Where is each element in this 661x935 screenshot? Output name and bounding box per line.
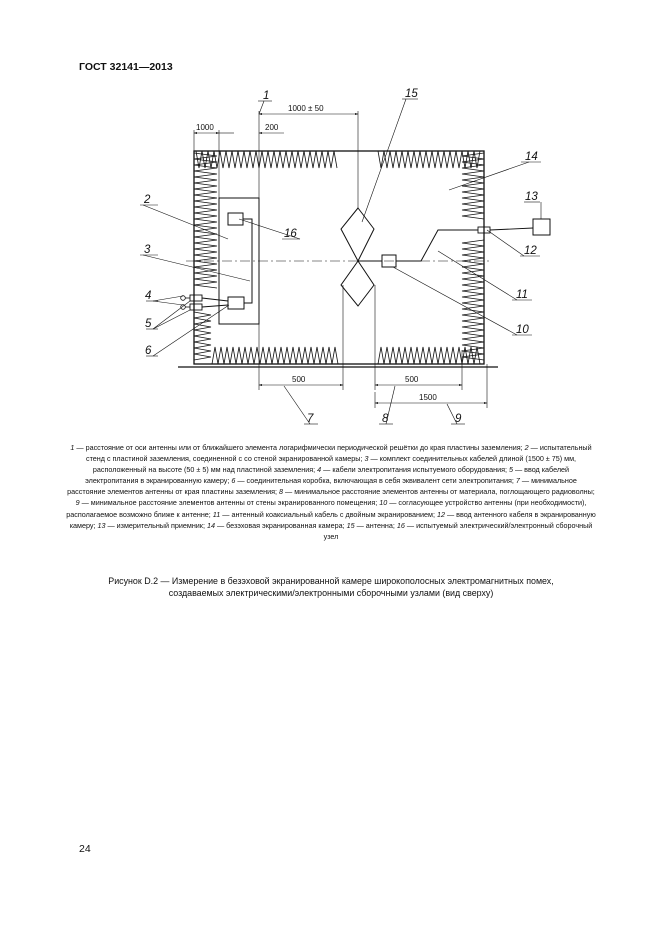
legend-item-12: 12 — ввод антенного кабеля в экранированную камеру; [69,509,596,530]
legend-item-16: 16 — испытуемый электрический/электронный сборочный узел [323,520,593,541]
figure-legend [66,442,596,542]
absorber-left [194,153,217,360]
callout-7: 7 [307,413,314,425]
coax-cable [396,230,478,261]
legend-item-8: 8 — минимальное расстояние элементов антенны от материала, поглощающего радиоволны; [279,487,595,497]
caption-line-2: создаваемых электрическими/электронными сборочными узлами (вид сверху) [168,587,494,598]
eut-box [228,213,243,225]
legend-item-10: 10 — согласующее устройство антенны (при необходимости), располагаемое возможно ближе к антенне; [66,498,587,519]
dim-1000-pm50: 1000 ± 50 [288,104,324,113]
antenna [341,208,374,306]
legend-item-9: 9 — минимальное расстояние элементов антенны от стены экранированного помещения; [75,498,380,508]
dim-500-right: 500 [405,375,419,384]
dim-1000-left: 1000 [196,123,214,132]
callout-6: 6 [145,345,152,357]
callout-8: 8 [382,413,389,425]
legend-item-6: 6 — соединительная коробка, включающая в себя эквивалент сети электропитания; [231,476,516,486]
callout-3: 3 [144,244,151,256]
caption-line-1: Рисунок D.2 — Измерение в безэховой экранированной камере широкополосных электромагнитных помех, [108,576,554,586]
legend-item-11: 11 — антенный коаксиальный кабель с двойным экранированием; [212,509,437,519]
callout-14: 14 [525,151,538,163]
legend-item-2: 2 — испытательный стенд с пластиной заземления, соединенной с со стеной экранированной камеры; [85,443,592,464]
legend-item-13: 13 — измерительный приемник; [97,520,207,530]
legend-item-7: 7 — минимальное расстояние элементов антенны от края пластины заземления; [67,476,577,497]
legend-item-15: 15 — антенна; [346,520,397,530]
power-entry-upper [190,295,202,301]
callout-1: 1 [263,90,270,102]
page-number: 24 [79,843,91,855]
dim-500-left: 500 [292,375,306,384]
legend-item-4: 4 — кабели электропитания испытуемого оборудования; [317,465,509,475]
callout-9: 9 [455,413,462,425]
receiver [533,219,550,235]
power-entry-lower [190,304,202,310]
chamber-outline [194,151,484,364]
callout-16: 16 [284,228,297,240]
callout-15: 15 [405,88,418,100]
callout-2: 2 [144,194,151,206]
measurement-setup-diagram [0,0,661,440]
document-header: ГОСТ 32141—2013 [79,61,173,73]
callout-13: 13 [525,191,538,203]
callout-11: 11 [516,289,528,301]
callout-4: 4 [145,290,152,302]
dim-1500: 1500 [419,393,437,402]
legend-item-1: 1 — расстояние от оси антенны или от ближайшего элемента логарифмически периодической решётки до края пластины заземления; [70,443,525,452]
junction-box [228,297,244,309]
legend-item-14: 14 — безэховая экранированная камера; [206,520,347,530]
legend-item-5: 5 — ввод кабелей электропитания в экранированную камеру; [85,465,570,486]
absorber-bottom [212,347,480,364]
callout-10: 10 [516,324,529,336]
dim-200: 200 [265,123,279,132]
callout-12: 12 [524,245,537,257]
legend-item-3: 3 — комплект соединительных кабелей длиной (1500 ± 75) мм, расположенный на высоте (50 ± 5) мм над пластиной заземления; [92,454,577,475]
absorber-top [196,151,480,168]
figure-caption [86,576,576,599]
callout-5: 5 [145,318,152,330]
